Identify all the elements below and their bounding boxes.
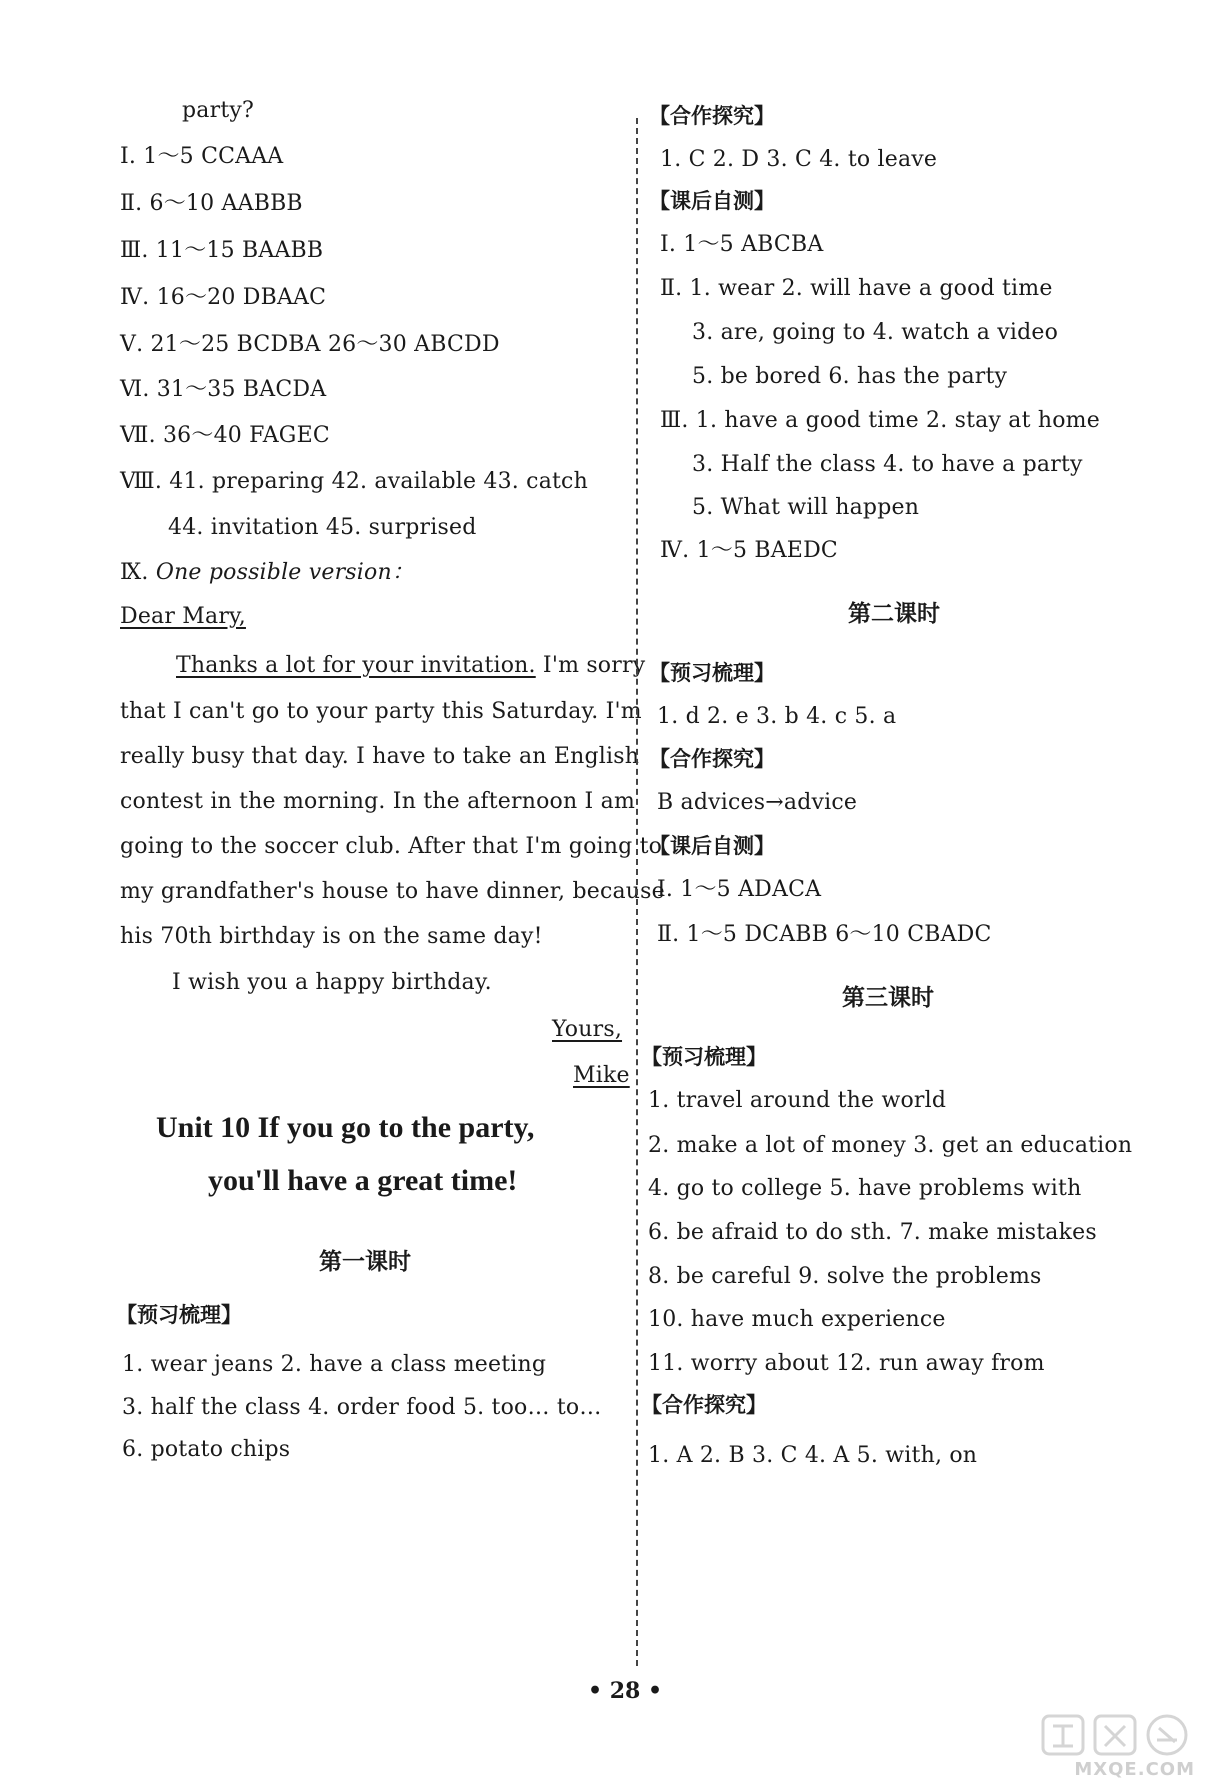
letter-line-6: my grandfather's house to have dinner, because xyxy=(120,879,665,904)
letter-line-7: his 70th birthday is on the same day! xyxy=(120,924,543,949)
answer-line-9: 44. invitation 45. surprised xyxy=(168,515,477,540)
answer-line-5: Ⅴ. 21～25 BCDBA 26～30 ABCDD xyxy=(120,332,500,357)
letter-line-1-rest: I'm sorry xyxy=(535,653,646,678)
watermark-logo xyxy=(1039,1712,1199,1778)
after-line-5: Ⅲ. 1. have a good time 2. stay at home xyxy=(660,408,1100,433)
after-line-4: 5. be bored 6. has the party xyxy=(692,364,1008,389)
lesson-3-title: 第三课时 xyxy=(842,985,934,1011)
answer-line-2: Ⅱ. 6～10 AABBB xyxy=(120,191,303,216)
preview-line-1: 1. wear jeans 2. have a class meeting xyxy=(122,1352,547,1377)
preview-line-2: 3. half the class 4. order food 5. too… to… xyxy=(122,1395,602,1420)
preview-line-3: 6. potato chips xyxy=(122,1437,291,1462)
answer-line-6: Ⅵ. 31～35 BACDA xyxy=(120,377,327,402)
coop-line-1: 1. C 2. D 3. C 4. to leave xyxy=(660,147,938,172)
after-line-1: Ⅰ. 1～5 ABCBA xyxy=(660,232,824,257)
section-9-line xyxy=(120,558,414,588)
preview-line-3-5: 8. be careful 9. solve the problems xyxy=(648,1264,1042,1289)
letter-greeting: Dear Mary, xyxy=(120,604,246,629)
after-heading-2: 【课后自测】 xyxy=(649,834,775,858)
section-9-label: Ⅸ. xyxy=(120,560,149,585)
coop-heading-3: 【合作探究】 xyxy=(641,1393,767,1417)
lesson-2-title: 第二课时 xyxy=(848,601,940,627)
after-line-2: Ⅱ. 1. wear 2. will have a good time xyxy=(660,276,1053,301)
unit-title-line-2: you'll have a great time! xyxy=(208,1164,518,1197)
after-line-3: 3. are, going to 4. watch a video xyxy=(692,320,1059,345)
letter-line-1 xyxy=(176,651,645,681)
preview-line-2-1: 1. d 2. e 3. b 4. c 5. a xyxy=(657,704,897,729)
after-line-6: 3. Half the class 4. to have a party xyxy=(692,452,1083,477)
answer-line-8: Ⅷ. 41. preparing 42. available 43. catch xyxy=(120,469,588,494)
after-line-2-1: Ⅰ. 1～5 ADACA xyxy=(657,877,822,902)
after-line-2-2: Ⅱ. 1～5 DCABB 6～10 CBADC xyxy=(657,922,992,947)
preview-heading-2: 【预习梳理】 xyxy=(649,661,775,685)
letter-line-2: that I can't go to your party this Saturday. I'm xyxy=(120,699,642,724)
column-divider xyxy=(636,118,638,1666)
letter-line-3: really busy that day. I have to take an English xyxy=(120,744,640,769)
preview-line-3-4: 6. be afraid to do sth. 7. make mistakes xyxy=(648,1220,1097,1245)
page-number: • 28 • xyxy=(587,1678,663,1704)
letter-wish: I wish you a happy birthday. xyxy=(172,970,492,995)
preview-heading-1: 【预习梳理】 xyxy=(116,1303,242,1327)
preview-line-3-6: 10. have much experience xyxy=(648,1307,946,1332)
letter-opening-underlined: Thanks a lot for your invitation. xyxy=(176,653,536,678)
coop-line-2: B advices→advice xyxy=(657,790,858,815)
after-line-8: Ⅳ. 1～5 BAEDC xyxy=(660,538,838,563)
section-9-note: One possible version： xyxy=(155,560,415,585)
after-heading-1: 【课后自测】 xyxy=(649,189,775,213)
letter-closing: Yours, xyxy=(552,1017,623,1042)
letter-signature: Mike xyxy=(573,1063,630,1088)
coop-heading-2: 【合作探究】 xyxy=(649,747,775,771)
answer-line-3: Ⅲ. 11～15 BAABB xyxy=(120,238,324,263)
lesson-1-title: 第一课时 xyxy=(319,1249,411,1275)
preview-line-3-1: 1. travel around the world xyxy=(648,1088,947,1113)
coop-line-3: 1. A 2. B 3. C 4. A 5. with, on xyxy=(648,1443,978,1468)
answer-line-1: Ⅰ. 1～5 CCAAA xyxy=(120,144,284,169)
letter-line-5: going to the soccer club. After that I'm going to xyxy=(120,834,663,859)
preview-line-3-7: 11. worry about 12. run away from xyxy=(648,1351,1045,1376)
preview-line-3-2: 2. make a lot of money 3. get an education xyxy=(648,1133,1133,1158)
answer-line-7: Ⅶ. 36～40 FAGEC xyxy=(120,423,330,448)
preview-heading-3: 【预习梳理】 xyxy=(641,1045,767,1069)
continuation-text: party? xyxy=(182,98,254,123)
after-line-7: 5. What will happen xyxy=(692,495,920,520)
watermark-text: MXQE.COM xyxy=(1074,1759,1195,1780)
preview-line-3-3: 4. go to college 5. have problems with xyxy=(648,1176,1082,1201)
coop-heading-1: 【合作探究】 xyxy=(649,104,775,128)
answer-line-4: Ⅳ. 16～20 DBAAC xyxy=(120,285,327,310)
letter-line-4: contest in the morning. In the afternoon I am xyxy=(120,789,635,814)
unit-title-line-1: Unit 10 If you go to the party, xyxy=(156,1111,535,1144)
